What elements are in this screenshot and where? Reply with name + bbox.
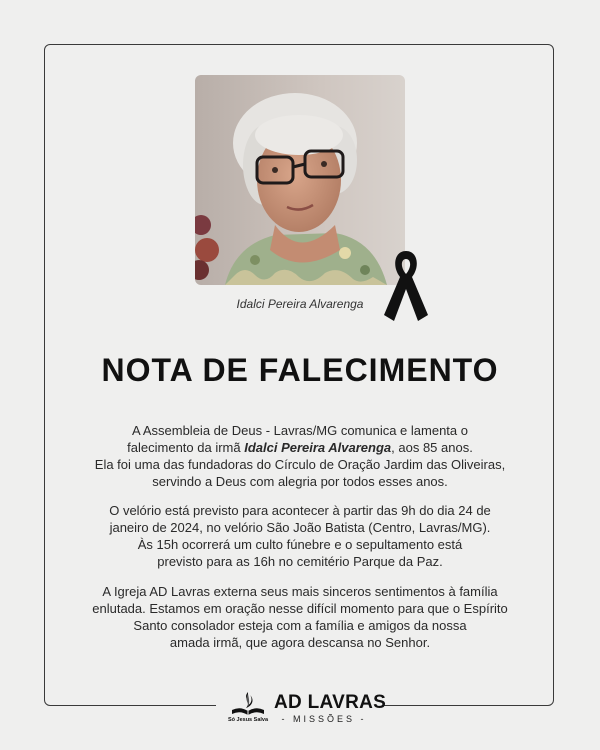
page-title: NOTA DE FALECIMENTO — [101, 352, 499, 388]
paragraph-line: A Igreja AD Lavras externa seus mais sinceros sentimentos à família — [102, 584, 498, 599]
logo-subtitle: - MISSÕES - — [281, 714, 367, 724]
paragraph-line: amada irmã, que agora descansa no Senhor. — [169, 635, 431, 650]
paragraph-line: A Assembleia de Deus - Lavras/MG comunica e lamenta o — [132, 423, 468, 438]
photo-caption: Idalci Pereira Alvarenga — [236, 297, 364, 311]
paragraph-line: enlutada. Estamos em oração nesse difícil momento para que o Espírito — [92, 601, 508, 616]
deceased-name: Idalci Pereira Alvarenga — [244, 440, 392, 455]
paragraph-line: previsto para as 16h no cemitério Parque da Paz. — [157, 554, 443, 569]
portrait-photo — [195, 75, 405, 285]
condolences-paragraph — [80, 583, 520, 651]
logo-tagline: Só Jesus Salva — [227, 717, 269, 723]
church-logo — [226, 690, 387, 726]
paragraph-line: Santo consolador esteja com a família e amigos da nossa — [133, 618, 467, 633]
paragraph-line: O velório está previsto para acontecer à partir das 9h do dia 24 de — [109, 503, 491, 518]
paragraph-line: servindo a Deus com alegria por todos esses anos. — [152, 474, 448, 489]
text-segment: falecimento da irmã — [127, 440, 245, 455]
logo-name: AD LAVRAS — [274, 692, 387, 713]
announcement-paragraph — [80, 422, 520, 490]
paragraph-line: janeiro de 2024, no velório São João Batista (Centro, Lavras/MG). — [109, 520, 491, 535]
funeral-details-paragraph — [80, 502, 520, 570]
text-segment: , aos 85 anos. — [391, 440, 473, 455]
paragraph-line: Ela foi uma das fundadoras do Círculo de Oração Jardim das Oliveiras, — [94, 457, 506, 472]
paragraph-line — [80, 439, 520, 456]
mourning-ribbon-icon — [380, 247, 432, 323]
paragraph-line: Às 15h ocorrerá um culto fúnebre e o sepultamento está — [137, 537, 463, 552]
